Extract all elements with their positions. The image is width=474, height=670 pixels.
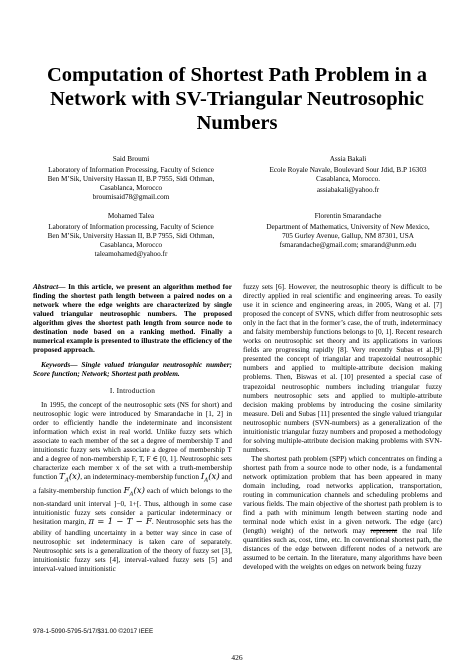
author-block-bakali [250,155,446,195]
author-email[interactable]: fsmarandache@gmail.com; smarand@unm.edu [279,241,417,250]
right-paragraph: fuzzy sets [6]. However, the neutrosophic theory is difficult to be directly applied in real scientific and engineering areas. To easily use it in science and engineering areas, in 2005, Wang et al. [7] proposed the concept of SVNS, which differ from neutrosophic sets only in the fact that in the former’s case, the of truth, indeterminacy and falsity membership functions belongs to [0, 1]. Recent research works on neutrosophic set theory and its applications in various fields are progressing rapidly [8]. Very recently Subas et al.[9] presented the concept of triangular and trapezoidal neutrosophic numbers and applied to multiple-attribute decision making problems. Then, Biswas et al. [10] presented a special case of trapezoidal neutrosophic numbers including triangular fuzzy numbers neutrosophic sets and applied to multiple-attribute decision making problems by introducing the cosine similarity measure. Deli and Subas [11] presented the single valued triangular neutrosophic numbers (SVN-numbers) as a generalization of the intuitionistic triangular fuzzy numbers and proposed a methodology for solving multiple-attribute decision making problems with SVN-numbers. [243,282,442,454]
author-affiliation: Ben M’Sik, University Hassan II, B.P 7955, Sidi Othman, [47,175,215,184]
intro-text: . Neutrosophic sets has the ability of handling uncertainty in a better way since in case of neutrosophic set indeterminacy is taken care of separately. Neutrosophic sets is a generalization of the theory of fuzzy set [3], intuitionistic fuzzy sets [4], interval-valued fuzzy sets [5] and interval-valued intuitionistic [33,517,232,573]
struck-word: represent [370,526,398,536]
author-affiliation: Casablanca, Morocco [99,241,163,250]
author-name: Said Broumi [112,155,150,163]
author-block-talea [30,212,232,259]
keywords [33,360,232,378]
page-number: 426 [231,653,243,662]
title-line: Network with SV-Triangular Neutrosophic [50,88,424,110]
author-affiliation: Casablanca, Morocco. [315,175,381,184]
author-email[interactable]: broumisaid78@gmail.com [92,193,170,202]
left-column [33,282,232,573]
abstract [33,282,232,354]
author-block-smarandache [250,212,446,250]
right-column [243,282,442,572]
author-affiliation: Laboratory of Information Processing, Faculty of Science [48,166,214,175]
author-name: Florentin Smarandache [314,212,382,220]
author-email[interactable]: assiabakali@yahoo.fr [316,186,380,195]
author-email[interactable]: taleamohamed@yahoo.fr [94,250,168,259]
author-name: Assia Bakali [329,155,367,163]
intro-text: , an indeterminacy-membership function [80,471,200,481]
author-affiliation: Ben M’Sik, University Hassan II, B.P 7955, Sidi Othman, [47,232,215,241]
paper-title [40,63,434,135]
intro-text: each of which belongs to the non-standard unit interval ]−0, 1+[. Thus, although in some case intuitionistic fuzzy sets consider a particular indeterminacy or hesitation margin, [33,485,232,527]
title-line: Computation of Shortest Path Problem in a [46,64,427,86]
section-heading: I. Introduction [109,386,156,396]
spp-text: the real life quantities such as, cost, time, etc. In conventional shortest path, the distances of the edge between different nodes of a network are assumed to be certain. In the literature, many algorithms have been developed with the weights on edges on network being fuzzy [243,526,442,572]
author-affiliation: Department of Mathematics, University of New Mexico, [266,223,430,232]
indeterminacy-function-formula: $I_A(x)$ [200,471,220,484]
title-line: Numbers [196,112,278,134]
intro-text: In 1995, the concept of the neutrosophic sets (NS for short) and neutrosophic logic were introduced by Smarandache in [1, 2] in order to efficiently handle the indeterminate and inconsistent information which exist in real world. Unlike fuzzy sets which associate to each member of the set a degree of membership T and intuitionstic fuzzy sets which associate a degree of membership T and a degree of non-membership F, T, F ∈ [0, 1]. Neutrosophic sets characterize each member x of the set with a truth-membership function [33,399,232,481]
intro-text: and a falsity-membership function [33,471,233,495]
truth-function-formula: $T_A(x)$ [59,471,81,484]
intro-paragraph [33,400,232,573]
author-affiliation: 705 Gurley Avenue, Gallup, NM 87301, USA [282,232,414,241]
author-name: Mohamed Talea [107,212,155,220]
abstract-label: Abstract [33,282,59,291]
keywords-label: Keywords [41,360,71,370]
author-block-broumi [30,155,232,202]
hesitation-formula: π = 1 − T − F [88,517,152,528]
copyright-footer: 978-1-5090-5795-5/17/$31.00 ©2017 IEEE [33,628,154,635]
right-paragraph-spp [243,454,442,572]
author-affiliation: Ecole Royale Navale, Boulevard Sour Jdid, B.P 16303 [269,166,427,175]
author-affiliation: Casablanca, Morocco [99,184,163,193]
abstract-text: — In this article, we present an algorithm method for finding the shortest path length between a paired nodes on a network where the edge weights are characterized by single valued triangular neutrosophic numbers. The proposed algorithm gives the shortest path length from source node to destination node based on a ranking method. Finally a numerical example is presented to illustrate the efficiency of the proposed approach. [33,282,232,355]
spp-text: The shortest path problem (SPP) which concentrates on finding a shortest path from a source node to other node, is a fundamental network optimization problem that has been appeared in many domain including, road networks application, transportation, routing in communication channels and scheduling problems and various fields. The main objective of the shortest path problem is to find a path with minimum length between starting node and terminal node which exist in a given network. The edge (arc) (length) weight) of the network may [243,453,442,536]
keywords-text: — Single valued triangular neutrosophic number; Score function; Network; Shortest path problem. [33,360,232,379]
author-affiliation: Laboratory of Information processing, Faculty of Science [48,223,214,232]
falsity-function-formula: $F_A(x)$ [123,485,145,498]
